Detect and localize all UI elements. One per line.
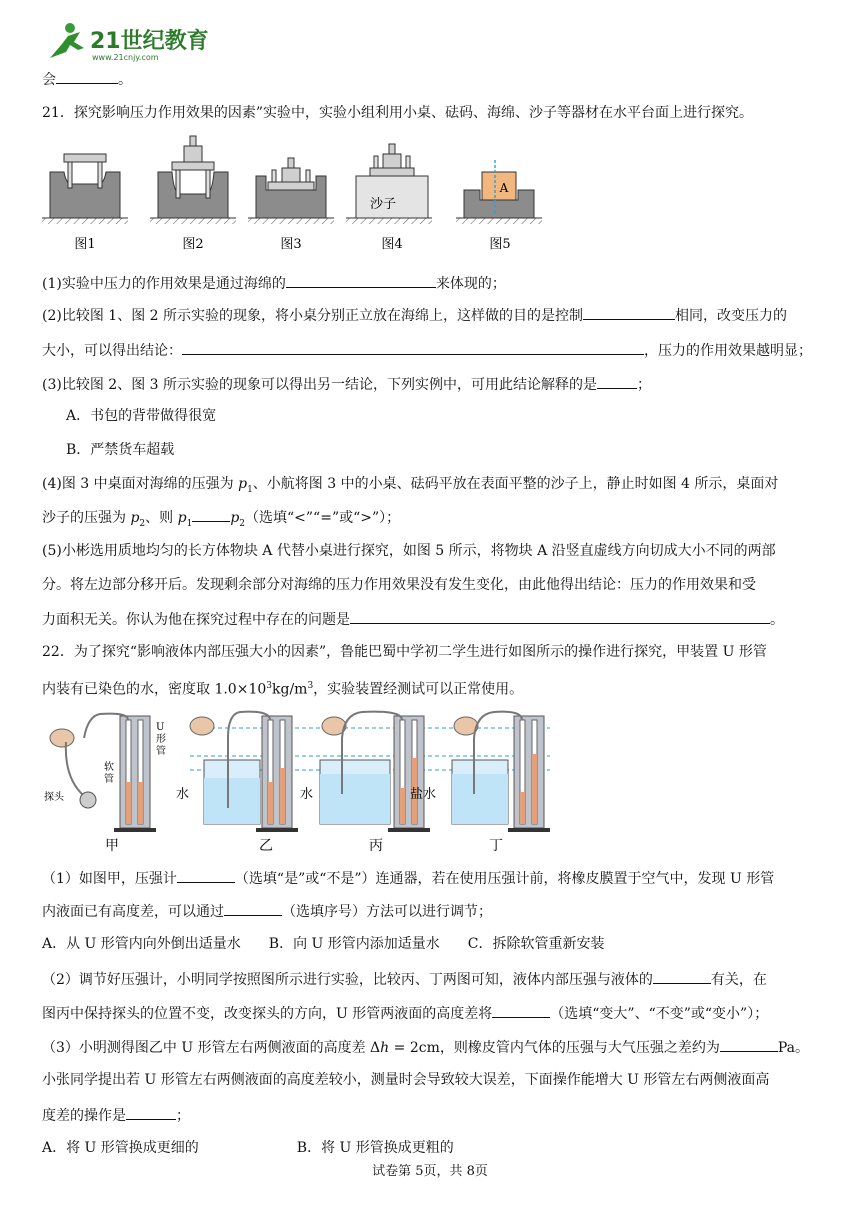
subscript: 2	[139, 518, 146, 529]
text-run: ，压力的作用效果越明显；	[644, 343, 812, 359]
text-line-l14	[42, 676, 523, 700]
text-run: 度差的操作是	[42, 1108, 126, 1124]
text-run: 小张同学提出若 U 形管左右两侧液面的高度差较小，测量时会导致较大误差，下面操作能增大 U 形管左右两侧液面高	[42, 1072, 770, 1088]
text-run: 内液面已有高度差，可以通过	[42, 904, 224, 920]
u-tube-label-3: 管	[156, 746, 166, 757]
answer-blank	[56, 68, 118, 84]
superscript: 3	[307, 681, 314, 691]
answer-blank	[182, 339, 644, 355]
pressure-gauge-figures	[40, 708, 560, 858]
figure-2	[150, 136, 236, 252]
text-run: 22．为了探究“影响液体内部压强大小的因素”，鲁能巴蜀中学初二学生进行如图所示的操作进行探究，甲装置 U 形管	[42, 644, 767, 660]
answer-blank	[192, 506, 230, 522]
text-run: kg/m	[272, 681, 308, 698]
text-run: A．书包的背带做得很宽	[66, 408, 217, 424]
text-run: 、小航将图 3 中的小桌、砝码平放在表面平整的沙子上，静止时如图 4 所示，桌面对	[252, 476, 779, 492]
figure-3	[248, 158, 334, 252]
text-line-l22	[42, 1104, 190, 1126]
text-line-l11	[42, 575, 756, 595]
text-line-l12	[42, 608, 784, 630]
text-line-l10	[42, 541, 776, 561]
block-a-label: A	[499, 181, 509, 195]
text-run: ；	[176, 1108, 190, 1124]
figure-bing	[300, 712, 430, 854]
sand-label: 沙子	[370, 197, 397, 212]
text-line-l23	[42, 1138, 454, 1158]
text-run: 大小，可以得出结论：	[42, 343, 182, 359]
text-line-l13	[42, 642, 767, 662]
text-line-l21	[42, 1070, 769, 1090]
text-run: 内装有已染色的水，密度取 1.0×10	[42, 681, 267, 698]
text-run: 会	[42, 72, 56, 88]
answer-blank	[126, 1104, 176, 1120]
text-run: 分。将左边部分移开后。发现剩余部分对海绵的压力作用效果没有发生变化，由此他得出结论：压力的作用效果和受	[42, 577, 756, 593]
text-line-l15	[42, 867, 774, 889]
site-logo	[40, 18, 210, 66]
text-line-l17	[42, 934, 605, 954]
text-line-l20	[42, 1036, 809, 1058]
subscript: 2	[239, 518, 246, 529]
answer-blank	[653, 968, 711, 984]
text-run: B．严禁货车超载	[66, 442, 175, 458]
subscript: 1	[186, 518, 193, 529]
hose-label-2: 管	[104, 774, 114, 785]
logo-url: www.21cnjy.com	[92, 53, 159, 62]
runner-icon	[50, 23, 84, 58]
text-run: 相同，改变压力的	[675, 308, 787, 324]
u-tube-label-1: U	[156, 722, 165, 733]
caption-yi: 乙	[259, 838, 273, 854]
water-label-bing: 水	[300, 787, 314, 802]
text-run: 力面积无关。你认为他在探究过程中存在的问题是	[42, 612, 350, 628]
text-run: (1)实验中压力的作用效果是通过海绵的	[42, 276, 286, 292]
figure-jia	[44, 714, 166, 854]
superscript: 3	[266, 681, 272, 691]
text-run: （选填序号）方法可以进行调节；	[282, 904, 492, 920]
logo-brand: 21世纪教育	[90, 29, 209, 54]
text-line-l19	[42, 1002, 768, 1024]
text-run: 。	[770, 612, 784, 628]
math-variable: p	[238, 476, 248, 492]
text-line-l6	[66, 406, 216, 426]
text-run: 有关，在	[710, 972, 767, 988]
text-run: = 2cm，则橡皮管内气体的压强与大气压强之差约为	[389, 1040, 720, 1056]
text-run: 沙子的压强为	[42, 510, 131, 526]
figure-ding	[410, 712, 550, 854]
text-run: (4)图 3 中桌面对海绵的压强为	[42, 476, 239, 492]
answer-blank	[177, 867, 235, 883]
pressure-effect-figures	[40, 130, 560, 260]
figure-2-caption: 图2	[182, 237, 204, 252]
answer-blank	[350, 608, 770, 624]
text-line-l1	[42, 103, 753, 123]
text-line-l0	[42, 68, 132, 90]
subscript: 1	[247, 484, 253, 495]
math-variable: h	[380, 1040, 390, 1056]
text-line-l18	[42, 968, 767, 990]
text-run: （1）如图甲，压强计	[42, 871, 177, 887]
text-run: 21．探究影响压力作用效果的因素”实验中，实验小组利用小桌、砝码、海绵、沙子等器材在水平台面上进行探究。	[42, 105, 753, 121]
figure-4-caption: 图4	[381, 237, 403, 252]
text-run: (3)比较图 2、图 3 所示实验的现象可以得出另一结论，下列实例中，可用此结论解释的是	[42, 377, 597, 393]
text-run: Pa。	[777, 1040, 809, 1056]
text-run: 图丙中保持探头的位置不变，改变探头的方向，U 形管两液面的高度差将	[42, 1006, 493, 1022]
figure-1	[42, 154, 128, 252]
water-label-yi: 水	[176, 787, 190, 802]
answer-blank	[583, 304, 675, 320]
text-run: (2)比较图 1、图 2 所示实验的现象，将小桌分别正立放在海绵上，这样做的目的是控制	[42, 308, 583, 324]
answer-blank	[224, 900, 282, 916]
text-run: A．从 U 形管内向外倒出适量水 B．向 U 形管内添加适量水 C．拆除软管重新安装	[42, 936, 605, 952]
text-run: （选填“<”“=”或“>”）；	[245, 510, 401, 526]
text-run: 、则	[145, 510, 178, 526]
answer-blank	[286, 272, 436, 288]
text-run: （2）调节好压强计，小明同学按照图所示进行实验，比较丙、丁两图可知，液体内部压强与液体的	[42, 972, 653, 988]
caption-ding: 丁	[489, 838, 503, 854]
text-line-l3	[42, 304, 787, 326]
text-line-l7	[66, 440, 174, 460]
u-tube-label-2: 形	[156, 734, 166, 745]
math-variable: p	[177, 510, 187, 526]
figure-5-caption: 图5	[489, 237, 511, 252]
figure-3-caption: 图3	[280, 237, 302, 252]
math-variable: p	[130, 510, 140, 526]
text-run: （选填“变大”、“不变”或“变小”）；	[550, 1006, 769, 1022]
probe-label: 探头	[44, 792, 64, 803]
answer-blank	[492, 1002, 550, 1018]
salt-water-label: 盐水	[410, 787, 437, 802]
text-run: 。	[118, 72, 132, 88]
text-line-l5	[42, 373, 651, 395]
caption-bing: 丙	[369, 838, 383, 854]
text-line-l4	[42, 339, 812, 361]
hose-label-1: 软	[104, 762, 114, 773]
text-run: (5)小彬选用质地均匀的长方体物块 A 代替小桌进行探究，如图 5 所示，将物块 A 沿竖直虚线方向切成大小不同的两部	[42, 543, 776, 559]
figure-5	[456, 160, 542, 252]
text-run: （选填“是”或“不是”）连通器，若在使用压强计前，将橡皮膜置于空气中，发现 U 形管	[234, 871, 775, 887]
math-variable: p	[230, 510, 240, 526]
figure-yi	[176, 712, 298, 854]
text-line-l2	[42, 272, 506, 294]
text-run: A．将 U 形管换成更细的 B．将 U 形管换成更粗的	[42, 1140, 454, 1156]
text-line-l9	[42, 506, 400, 534]
text-run: ，实验装置经测试可以正常使用。	[313, 681, 524, 698]
caption-jia: 甲	[105, 838, 119, 854]
figure-4	[346, 144, 432, 252]
text-run: ；	[637, 377, 651, 393]
text-line-l16	[42, 900, 492, 922]
text-line-l8	[42, 474, 778, 500]
figure-1-caption: 图1	[74, 237, 96, 252]
page-footer: 试卷第 5页，共 8页	[372, 1164, 488, 1179]
answer-blank	[720, 1036, 778, 1052]
answer-blank	[597, 373, 637, 389]
text-run: 来体现的；	[435, 276, 506, 292]
text-run: （3）小明测得图乙中 U 形管左右两侧液面的高度差 Δ	[42, 1040, 381, 1056]
